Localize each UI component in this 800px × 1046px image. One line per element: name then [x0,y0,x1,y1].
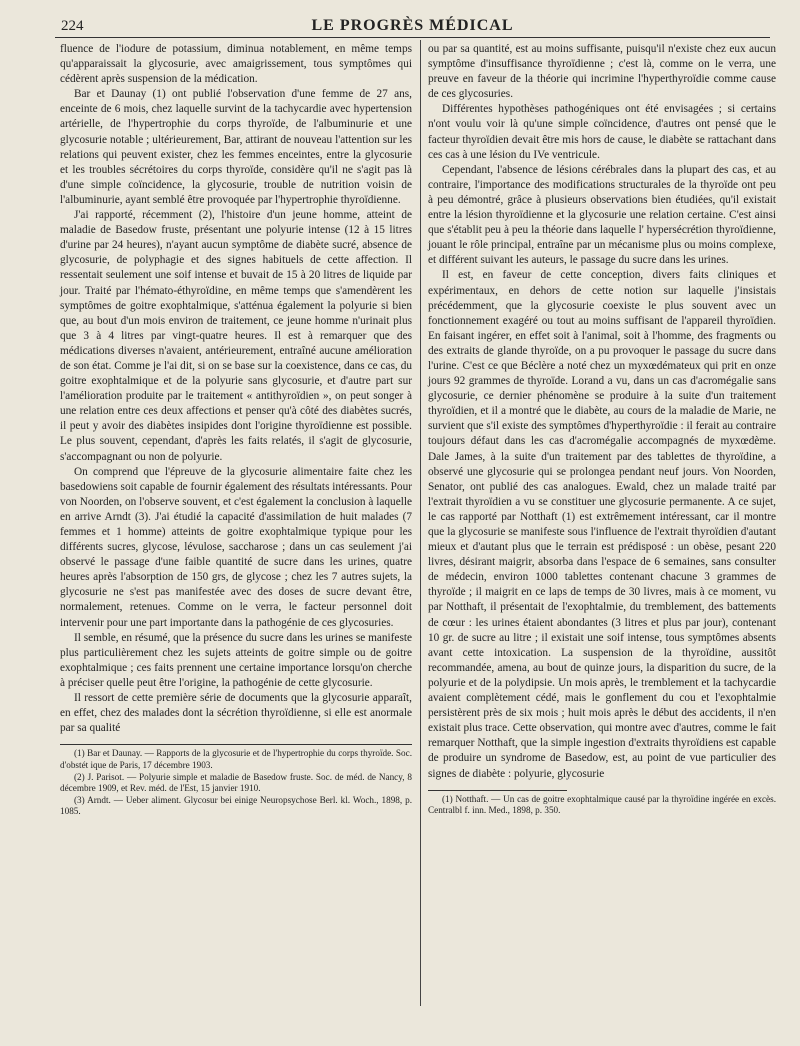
right-column [428,42,776,817]
page-number: 224 [61,18,84,34]
footnote: (2) J. Parisot. — Polyurie simple et maladie de Basedow fruste. Soc. de méd. de Nancy, 8 décembre 1909, et Rev. méd. de l'Est, 15 janvier 1910. [60,771,412,794]
paragraph: Il ressort de cette première série de documents que la glycosurie apparaît, en effet, chez des malades dont la sécrétion thyroïdienne, si elle est anormale par sa qualité [60,692,412,735]
paragraph: ou par sa quantité, est au moins suffisante, puisqu'il n'existe chez eux aucun symptôme d'insuffisance thyroïdienne ; c'est là, comme on le verra, une preuve en faveur de la théorie qui incrimine l'hyperthyroïdie comme cause de ces glycosuries. [428,43,776,101]
journal-title: LE PROGRÈS MÉDICAL [311,17,514,34]
paragraph: Différentes hypothèses pathogéniques ont été envisagées ; si certains n'ont voulu voir là qu'une simple coïncidence, d'autres ont pensé que le facteur thyroïdien devait être mis hors de cause, le diabète se rattachant dans ces cas à une lésion du IVe ventricule. [428,103,776,161]
page-header [55,14,770,36]
footnote-rule [60,744,412,745]
footnote: (1) Bar et Daunay. — Rapports de la glycosurie et de l'hypertrophie du corps thyroïde. Soc. d'obstét ique de Paris, 17 décembre 1903. [60,748,412,770]
footnote: (3) Arndt. — Ueber aliment. Glycosur bei einige Neuropsychose Berl. kl. Woch., 1898, p. 1085. [60,794,412,817]
paragraph: On comprend que l'épreuve de la glycosurie alimentaire faite chez les basedowiens soit capable de fournir également des résultats intéressants. Pour von Noorden, on l'observe souvent, et c'est également la conclusion à laquelle en arrive Arndt (3). J'ai étudié la capacité d'assimilation de huit malades (7 femmes et 1 homme) atteints de goitre exophtalmique typique pour les différents sucres, glycose, lévulose, saccharose ; dans un cas seulement j'ai observé le passage d'une faible quantité de sucre dans les urines, quatre heures après l'absorption de 150 grs, de glycose ; chez les 7 autres sujets, la glycosurie ne s'est pas manifestée avec des doses de sucre devant être, normalement, retenues. Comme on le verra, le facteur personnel doit intervenir pour une part importante dans la pathogénie de ces glycosuries. [60,465,412,629]
paragraph: J'ai rapporté, récemment (2), l'histoire d'un jeune homme, atteint de maladie de Basedow fruste, présentant une polyurie intense (12 à 15 litres d'urine par 24 heures), n'ayant aucun symptôme de diabète sucré, absence de glycosurie, de polyphagie et des signes habituels de cette affection. Il ressentait seulement une soif intense et buvait de 15 à 20 litres de liquide par jour. Traité par l'hémato-éthyroïdine, en même temps que s'amendèrent les symptômes de goitre exophtalmique, s'atténua également la polyurie si bien que, au bout d'un mois environ de traitement, ce jeune homme n'urinait plus que 3 à 4 litres par vingt-quatre heures. Il est à remarquer que des médications diverses n'avaient, antérieurement, entraîné aucune amélioration de son état. Comme je l'ai dit, si on se base sur la coexistence, dans ce cas, du goitre exophtalmique et de la polyurie sans glycosurie, et d'autre part sur l'amélioration produite par le traitement « antithyroïdien », on peut songer à une relation entre ces deux affections et penser qu'à côté des diabètes sucrés, il peut y avoir des diabètes insipides dont l'origine thyroïdienne est possible. Le plus souvent, cependant, d'après les faits relatés, il s'agit de glycosurie, s'accompagnant ou non de polyurie. [60,209,412,463]
paragraph: Il semble, en résumé, que la présence du sucre dans les urines se manifeste plus particulièrement chez les sujets atteints de goitre simple ou de goitre exophtalmique ; ces faits prennent une certaine importance lorsqu'on cherche à préciser quelle peut être l'origine, la pathogénie de cette glycosurie. [60,631,412,689]
paragraph: fluence de l'iodure de potassium, diminua notablement, en même temps qu'apparaissait la glycosurie, avec amaigrissement, tous symptômes qui cédèrent après suspension de la médication. [60,43,412,86]
footnote: (1) Notthaft. — Un cas de goitre exophtalmique causé par la thyroïdine ingérée en excès. Centralbl f. inn. Med., 1898, p. 350. [428,793,776,816]
header-rule [55,37,770,38]
paragraph: Il est, en faveur de cette conception, divers faits cliniques et expérimentaux, en dehors de cette notion sur laquelle j'insistais précédemment, que la glycosurie coexiste le plus souvent avec un fonctionnement exagéré ou tout au moins suffisant de l'appareil thyroïdien. En faisant ingérer, en effet soit à l'animal, soit à l'homme, des fragments ou des extraits de glande thyroïde, on a pu provoquer le passage du sucre dans l'urine. C'est ce que Béclère a noté chez un myxœdémateux qui prit en onze jours 92 grammes de thyroïde. Lorand a vu, dans un cas d'acromégalie sans glycosurie, ce dernier phénomène se produire à la suite d'un traitement thyroïdien, et il a montré que le diabète, au cours de la maladie de Marie, ne survient que s'il existe des symptômes d'hyperthyroïdie : il ferait au contraire toujours défaut dans les cas d'acromégalie accompagnés de myxœdème. Dale James, à la suite d'un traitement par des tablettes de thyroïdine, a observé une glycosurie qui se prolongea pendant neuf jours. Von Noorden, Senator, ont publié des cas analogues. Ewald, chez un malade traité par l'extrait thyroïdien a vu se constituer une glycosurie permanente. A ce sujet, le cas rapporté par Notthaft (1) est extrêmement intéressant, car il montre que la glycosurie se manifeste sous l'influence de l'extrait thyroïdien d'autant mieux et d'autant plus que le terrain est prédisposé : un obèse, pesant 220 livres, désirant maigrir, absorba dans l'espace de 6 semaines, sans consulter de médecin, environ 1000 tablettes contenant chacune 3 grammes de thyroïde ; il maigrit en ce laps de temps de 30 livres, mais à ce moment, vu par Notthaft, il présentait de l'exophtalmie, du tremblement, des battements de cœur : les urines étaient abondantes (3 litres et plus par jour), contenant 10 gr. de sucre au litre ; il existait une soif intense, tous symptômes absents avant cette intoxication. La suspension de la thyroïdine, aussitôt recommandée, amena, au bout de quinze jours, la disparition du sucre, de la polyurie et de la polydipsie. Un mois après, le tremblement et la tachycardie avaient complètement cédé, mais le gonflement du cou et l'exophtalmie persistèrent près de six mois ; huit mois après le début des accidents, il n'en existait plus trace. Cette observation, qui montre avec d'autres, comme le fait remarquer Notthaft, que la simple ingestion d'extraits thyroïdiens est capable de produire un syndrome de Basedow, est, au point de vue particulier des signes de diabète : polyurie, glycosurie [428,269,776,780]
footnote-rule [428,790,567,791]
paragraph: Cependant, l'absence de lésions cérébrales dans la plupart des cas, et au contraire, l'importance des modifications structurales de la thyroïde ont peu à peu démontré, grâce à plusieurs observations bien étudiées, qu'il existait entre la lésion thyroïdienne et la glycosurie une relation certaine. C'est ainsi que s'établit peu à peu la théorie dans laquelle l' hypersécrétion thyroïdienne, jouant le rôle principal, entraîne par un mécanisme plus ou moins complexe, et différent suivant les auteurs, le passage du sucre dans les urines. [428,163,776,267]
paragraph: Bar et Daunay (1) ont publié l'observation d'une femme de 27 ans, enceinte de 6 mois, chez laquelle survint de la tachycardie avec hypertension artérielle, de l'hypertrophie du corps thyroïde, de l'albuminurie et une glycosurie notable ; ultérieurement, Bar, attirant de nouveau l'attention sur les relations qui peuvent exister, chez les femmes enceintes, entre la glycosurie et les troubles sécrétoires du corps thyroïde, considère qu'il ne s'agit pas là d'une simple coïncidence, la glycosurie, trouble de nutrition voisin de l'albuminurie, ayant semblé être provoquée par l'hypertrophie thyroïdienne. [60,88,412,206]
left-column [60,42,412,818]
column-divider [420,40,421,1006]
